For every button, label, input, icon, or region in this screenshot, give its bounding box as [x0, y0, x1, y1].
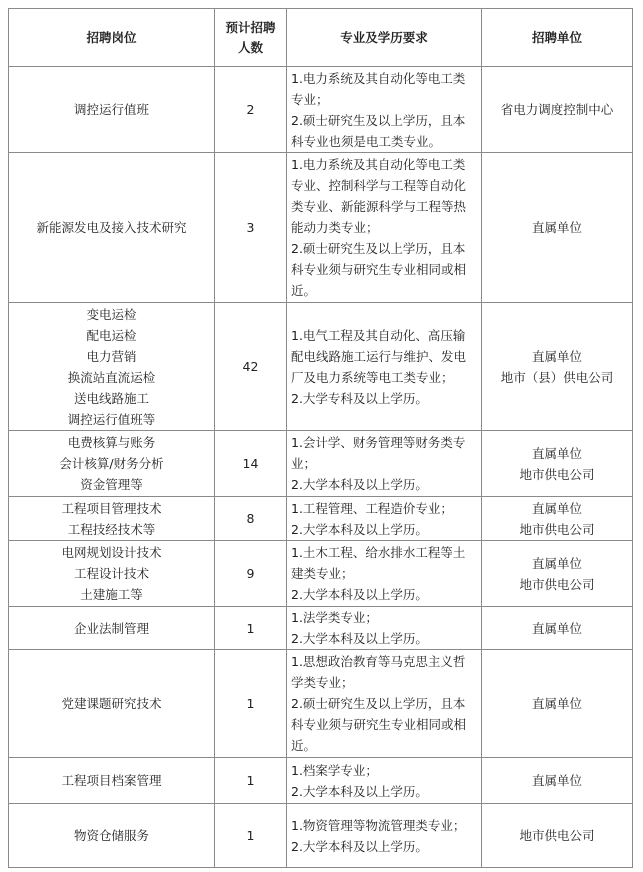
requirement-item: 1.档案学专业；	[291, 762, 378, 778]
position-name: 会计核算/财务分析	[59, 456, 164, 471]
position-name: 调控运行值班	[73, 102, 149, 117]
position-cell	[9, 303, 215, 431]
requirement-item: 1.电力系统及其自动化等电工类专业、控制科学与工程等自动化类专业、新能源科学与工程等热能动力类专业；	[291, 157, 467, 235]
count-cell: 1	[215, 758, 287, 804]
requirement-item: 1.法学类专业；	[291, 610, 378, 625]
table-row	[9, 607, 633, 650]
table-row	[9, 153, 633, 303]
position-name: 工程设计技术	[73, 566, 149, 581]
count-cell: 42	[215, 303, 287, 431]
requirements-cell	[287, 303, 482, 431]
requirement-item: 2.硕士研究生及以上学历，且本科专业须与研究生专业相同或相近。	[291, 696, 467, 753]
requirements-cell	[287, 804, 482, 868]
position-name: 电力营销	[86, 348, 137, 364]
requirements-cell	[287, 497, 482, 541]
requirement-item: 1.电力系统及其自动化等电工类专业；	[291, 70, 466, 107]
unit-cell	[482, 758, 633, 804]
table-row	[9, 67, 633, 153]
count-cell: 9	[215, 541, 287, 607]
header-position: 招聘岗位	[9, 9, 215, 67]
unit-cell	[482, 303, 633, 431]
unit-cell	[482, 67, 633, 153]
unit-name: 地市供电公司	[519, 576, 595, 592]
requirements-cell	[287, 431, 482, 497]
unit-name: 直属单位	[531, 445, 582, 461]
requirement-item: 2.大学本科及以上学历。	[291, 783, 428, 799]
position-name: 配电运检	[86, 327, 137, 343]
count-cell: 3	[215, 153, 287, 303]
table-row	[9, 541, 633, 607]
position-name: 变电运检	[86, 306, 137, 322]
position-cell	[9, 431, 215, 497]
table-row	[9, 804, 633, 868]
position-name: 电费核算与账务	[67, 435, 156, 450]
requirements-cell	[287, 607, 482, 650]
position-name: 换流站直流运检	[67, 369, 156, 385]
unit-name: 直属单位	[531, 500, 582, 516]
position-name: 物资仓储服务	[73, 828, 149, 843]
requirements-cell	[287, 153, 482, 303]
requirement-item: 1.会计学、财务管理等财务类专业；	[291, 435, 466, 471]
requirement-item: 2.大学本科及以上学历。	[291, 631, 428, 646]
position-cell	[9, 804, 215, 868]
table-header-row	[9, 9, 633, 67]
position-cell	[9, 67, 215, 153]
position-name: 电网规划设计技术	[61, 545, 162, 560]
recruitment-table	[8, 8, 633, 868]
header-unit: 招聘单位	[482, 9, 633, 67]
count-cell: 2	[215, 67, 287, 153]
requirement-item: 1.土木工程、给水排水工程等土建类专业；	[291, 545, 466, 581]
header-count	[215, 9, 287, 67]
requirement-item: 2.大学本科及以上学历。	[291, 477, 428, 492]
unit-cell	[482, 804, 633, 868]
position-cell	[9, 758, 215, 804]
position-name: 工程技经技术等	[67, 521, 156, 537]
position-name: 送电线路施工	[73, 390, 149, 406]
position-name: 企业法制管理	[73, 620, 149, 636]
position-cell	[9, 650, 215, 758]
unit-cell	[482, 497, 633, 541]
position-name: 工程项目管理技术	[61, 500, 162, 516]
count-cell: 8	[215, 497, 287, 541]
requirements-cell	[287, 67, 482, 153]
table-row	[9, 650, 633, 758]
requirement-item: 2.大学本科及以上学历。	[291, 521, 428, 537]
count-cell: 14	[215, 431, 287, 497]
count-cell: 1	[215, 607, 287, 650]
position-cell	[9, 541, 215, 607]
count-cell: 1	[215, 804, 287, 868]
position-name: 调控运行值班等	[67, 411, 156, 427]
position-cell	[9, 497, 215, 541]
unit-cell	[482, 541, 633, 607]
position-name: 党建课题研究技术	[61, 696, 162, 711]
requirements-cell	[287, 541, 482, 607]
unit-name: 地市（县）供电公司	[500, 369, 614, 385]
requirement-item: 1.物资管理等物流管理类专业；	[291, 817, 466, 833]
unit-name: 直属单位	[531, 220, 582, 235]
unit-name: 直属单位	[531, 555, 582, 571]
requirement-item: 2.大学专科及以上学历。	[291, 390, 428, 406]
unit-name: 直属单位	[531, 620, 582, 636]
unit-name: 直属单位	[531, 348, 582, 364]
unit-cell	[482, 607, 633, 650]
unit-name: 省电力调度控制中心	[500, 102, 614, 117]
table-row	[9, 431, 633, 497]
unit-name: 直属单位	[531, 696, 582, 711]
unit-name: 地市供电公司	[519, 828, 595, 843]
position-cell	[9, 607, 215, 650]
position-name: 土建施工等	[80, 587, 143, 602]
requirement-item: 1.工程管理、工程造价专业；	[291, 500, 453, 516]
count-cell: 1	[215, 650, 287, 758]
table-row	[9, 758, 633, 804]
unit-name: 直属单位	[531, 773, 582, 788]
unit-name: 地市供电公司	[519, 466, 595, 482]
unit-cell	[482, 431, 633, 497]
unit-cell	[482, 153, 633, 303]
table-body	[9, 67, 633, 868]
position-name: 工程项目档案管理	[61, 773, 162, 788]
unit-cell	[482, 650, 633, 758]
unit-name: 地市供电公司	[519, 521, 595, 537]
requirement-item: 1.电气工程及其自动化、高压输配电线路施工运行与维护、发电厂及电力系统等电工类专业；	[291, 327, 467, 385]
position-name: 资金管理等	[80, 477, 143, 492]
table-row	[9, 497, 633, 541]
position-name: 新能源发电及接入技术研究	[36, 220, 187, 235]
requirement-item: 2.大学本科及以上学历。	[291, 838, 428, 854]
header-count-text: 预计招聘人数	[225, 19, 276, 55]
requirement-item: 2.硕士研究生及以上学历，且本科专业须与研究生专业相同或相近。	[291, 241, 467, 298]
requirements-cell	[287, 758, 482, 804]
header-requirements: 专业及学历要求	[287, 9, 482, 67]
table-row	[9, 303, 633, 431]
position-cell	[9, 153, 215, 303]
requirement-item: 1.思想政治教育等马克思主义哲学类专业；	[291, 654, 466, 690]
requirement-item: 2.硕士研究生及以上学历，且本科专业也须是电工类专业。	[291, 112, 466, 149]
requirement-item: 2.大学本科及以上学历。	[291, 587, 428, 602]
requirements-cell	[287, 650, 482, 758]
